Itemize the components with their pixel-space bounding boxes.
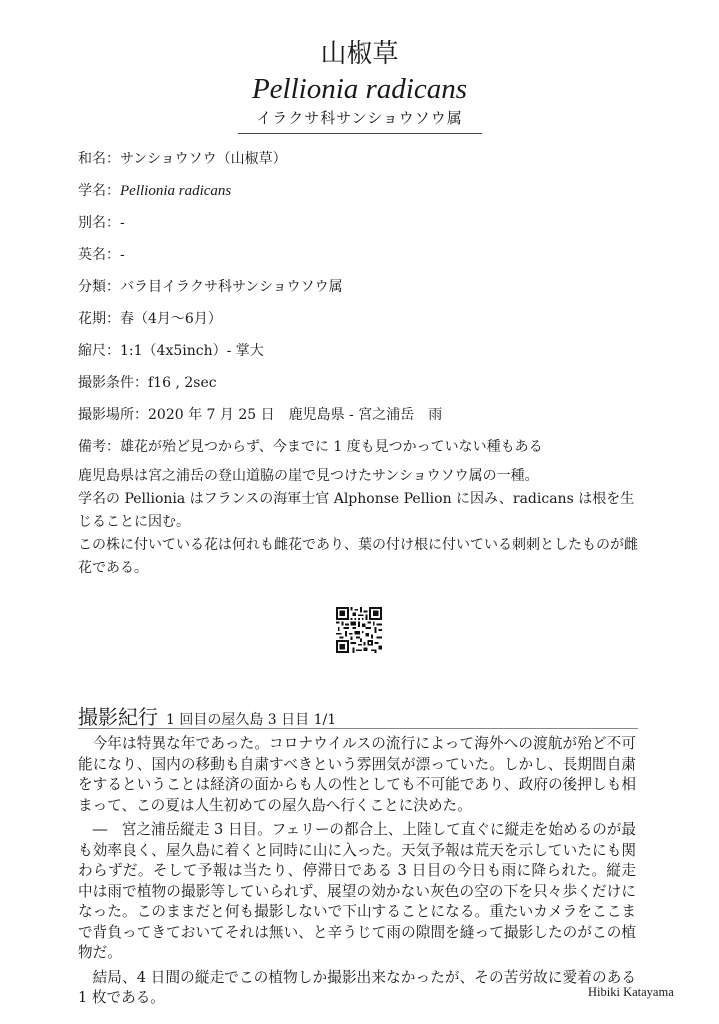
journal-paragraph: ― 宮之浦岳縦走 3 日目。フェリーの都合上、上陸して直ぐに縦走を始めるのが最も効率良く、屋久島に着くと同時に山に入った。天気予報は荒天を示していたにも関わらずだ。そして予報は当たり、停滞日である 3 日目の今日も雨に降られた。縦走中は雨で植物の撮影等していられず、展望の効かない灰色の空の下を只々歩くだけになった。このままだと何も撮影しないで下山することになる。重たいカメラをここまで背負ってきておいてそれは無い、と辛うじて雨の隙間を縫って撮影したのがこの植物だ。: [78, 821, 636, 961]
field-label: 花期: [78, 311, 106, 327]
field-bunrui: [78, 276, 658, 308]
journal-body: [78, 734, 636, 1013]
field-separator: ：: [106, 311, 120, 327]
description-paragraph: 鹿児島県は宮之浦岳の登山道脇の崖で見つけたサンショウソウ属の一種。: [78, 468, 539, 484]
field-biko: [78, 436, 658, 468]
journal-heading: [78, 701, 336, 730]
field-label: 撮影条件: [78, 375, 134, 391]
field-separator: ：: [106, 215, 120, 231]
field-separator: ：: [106, 183, 120, 199]
field-separator: ：: [106, 247, 120, 263]
field-value: -: [120, 215, 125, 231]
field-value: バラ目イラクサ科サンショウソウ属: [120, 279, 343, 295]
field-separator: ：: [134, 407, 148, 423]
journal-title: 撮影紀行: [78, 705, 158, 729]
field-separator: ：: [106, 343, 120, 359]
title-japanese: 山椒草: [320, 39, 399, 69]
field-separator: ：: [106, 439, 120, 455]
description-paragraph: この株に付いている花は何れも雌花であり、葉の付け根に付いている刺刺としたものが雌花である。: [78, 537, 638, 576]
field-satsuei-basho: [78, 404, 658, 436]
header: [0, 38, 719, 128]
field-label: 備考: [78, 439, 106, 455]
field-label: 学名: [78, 183, 106, 199]
field-label: 別名: [78, 215, 106, 231]
field-value: サンショウソウ（山椒草）: [120, 151, 287, 167]
journal-paragraph: 結局、4 日間の縦走でこの植物しか撮影出来なかったが、その苦労故に愛着のある 1 枚である。: [78, 968, 636, 1006]
field-value: -: [120, 247, 125, 263]
field-betsumei: [78, 212, 658, 244]
field-label: 英名: [78, 247, 106, 263]
field-separator: ：: [106, 151, 120, 167]
author-name: Hibiki Katayama: [588, 985, 674, 999]
field-label: 和名: [78, 151, 106, 167]
qr-code-icon[interactable]: [336, 607, 382, 653]
field-value: 雄花が殆ど見つからず、今までに 1 度も見つかっていない種もある: [120, 439, 543, 455]
title-scientific: Pellionia radicans: [251, 73, 468, 105]
field-separator: ：: [134, 375, 148, 391]
journal-paragraph: 今年は特異な年であった。コロナウイルスの流行によって海外への渡航が殆ど不可能になり、国内の移動も自粛すべきという雰囲気が漂っていた。しかし、長期間自粛をするということは経済の面からも人の性としても不可能であり、政府の後押しも相まって、この夏は人生初めての屋久島へ行くことに決めた。: [78, 735, 636, 814]
journal-divider: [78, 728, 638, 729]
field-value: 2020 年 7 月 25 日 鹿児島県 - 宮之浦岳 雨: [148, 407, 443, 423]
field-list: [78, 148, 658, 468]
journal-subtitle: 1 回目の屋久島 3 日目 1/1: [166, 712, 337, 728]
field-gakumei: [78, 180, 658, 212]
field-label: 分類: [78, 279, 106, 295]
field-wamei: [78, 148, 658, 180]
field-kaki: [78, 308, 658, 340]
description-paragraph: 学名の Pellionia はフランスの海軍士官 Alphonse Pellion に因み、radicans は根を生じることに因む。: [78, 491, 635, 530]
title-family: イラクサ科サンショウソウ属: [256, 109, 463, 127]
field-separator: ：: [106, 279, 120, 295]
header-divider: [238, 133, 482, 134]
field-label: 縮尺: [78, 343, 106, 359]
field-value: 1:1（4x5inch）- 掌大: [120, 343, 264, 359]
field-shukushaku: [78, 340, 658, 372]
field-satsuei-joken: [78, 372, 658, 404]
field-value: Pellionia radicans: [120, 183, 232, 199]
description: [78, 465, 648, 580]
field-label: 撮影場所: [78, 407, 134, 423]
field-value: f16 , 2sec: [148, 375, 217, 391]
field-eimei: [78, 244, 658, 276]
field-value: 春（4月～6月）: [120, 311, 222, 327]
